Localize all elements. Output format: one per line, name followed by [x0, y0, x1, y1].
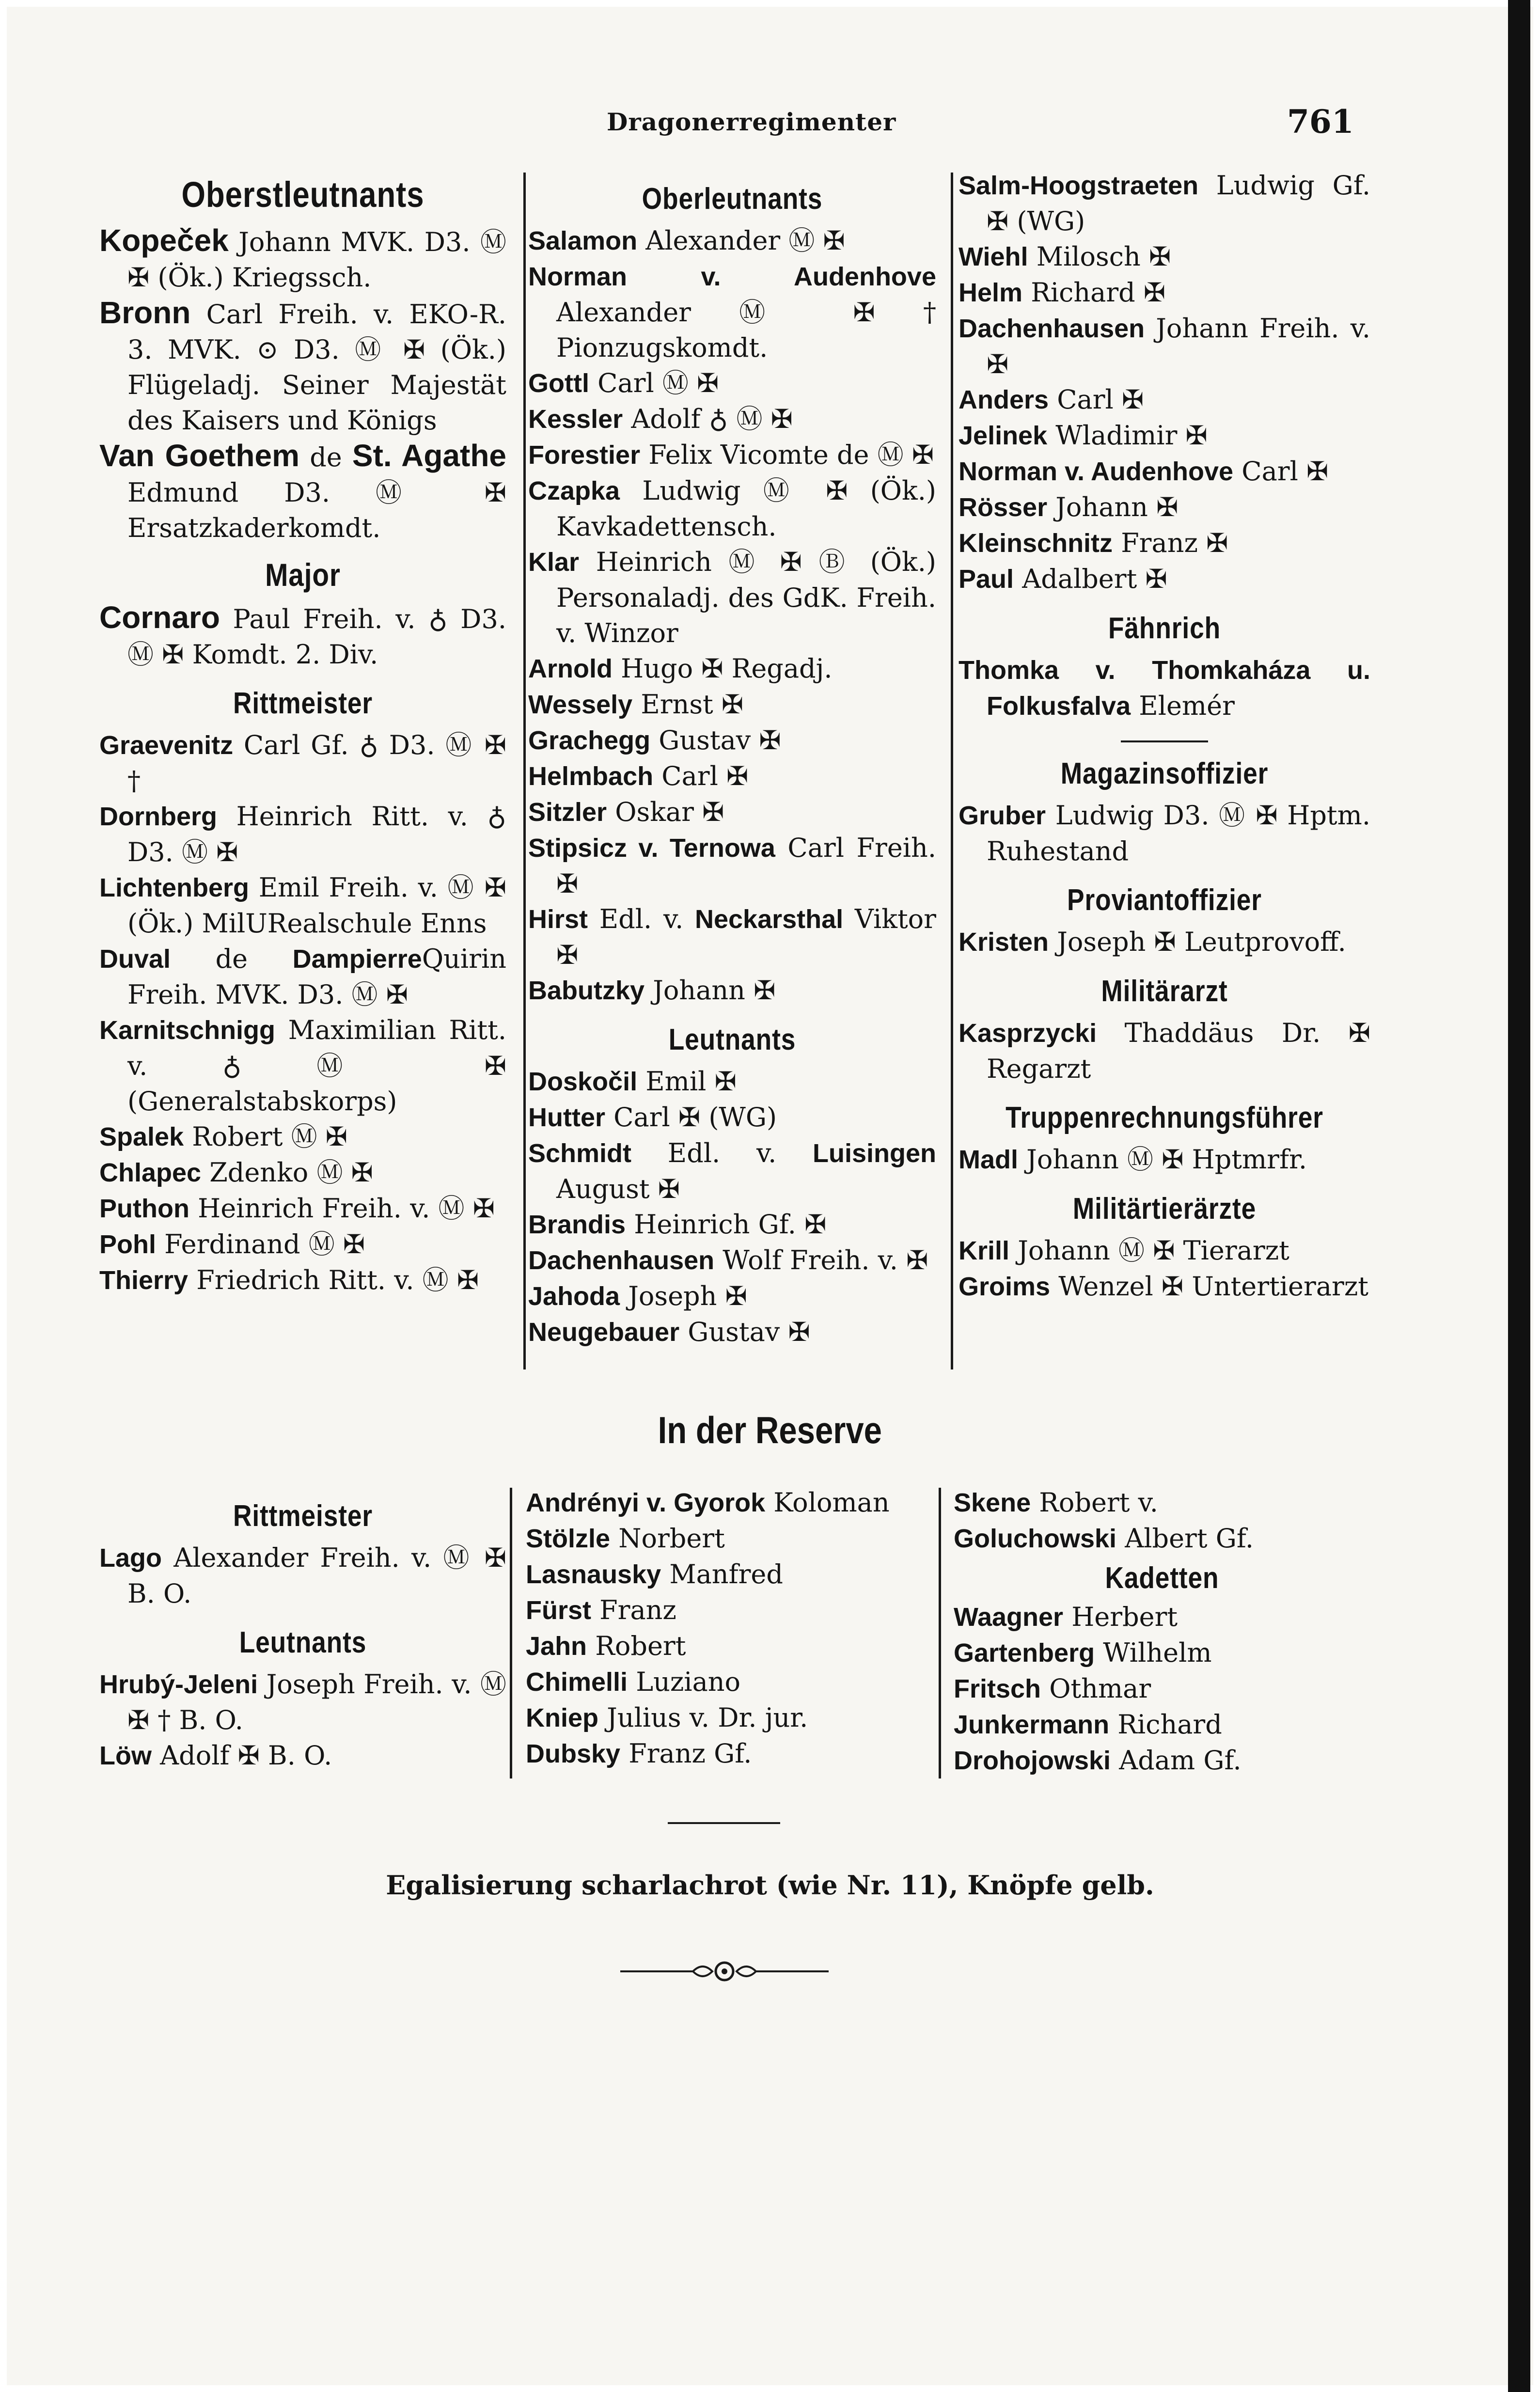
entry-name: Thierry	[99, 1266, 189, 1295]
entry-name: Gottl	[528, 369, 589, 398]
section-heading: Oberstleutnants	[181, 174, 424, 215]
entry-details: Joseph Freih. v. Ⓜ ✠ † B. O.	[127, 1669, 506, 1735]
entry-name: Dachenhausen	[528, 1246, 715, 1275]
section-heading: Militärarzt	[1101, 975, 1228, 1008]
entry-name: Lichtenberg	[99, 873, 250, 902]
entry-details: Johann Ⓜ ✠ Tierarzt	[1009, 1235, 1289, 1266]
entry-details: Adalbert ✠	[1014, 564, 1167, 594]
column-divider	[951, 173, 953, 1369]
entry-details: Wolf Freih. v. ✠	[714, 1245, 928, 1275]
entry-name: Cornaro	[99, 600, 220, 635]
entry-name: Fritsch	[954, 1674, 1041, 1703]
list-item	[99, 1119, 506, 1155]
list-item	[526, 1485, 934, 1521]
list-item	[959, 454, 1370, 489]
entry-name: Forestier	[528, 441, 641, 470]
entry-details: Heinrich Ritt. v. ♁ D3. Ⓜ ✠	[127, 801, 506, 867]
entry-name: Sitzler	[528, 798, 607, 827]
list-item	[959, 275, 1370, 311]
entry-details: Adolf ✠ B. O.	[151, 1740, 332, 1771]
entry-name: Brandis	[528, 1210, 626, 1239]
entry-details: Norbert	[610, 1523, 725, 1554]
list-item	[528, 830, 936, 901]
entry-details: Elemér	[1131, 691, 1235, 721]
entry-details: Herbert	[1063, 1602, 1178, 1632]
entry-name: Andrényi v. Gyorok	[526, 1488, 766, 1517]
entry-name: Lago	[99, 1543, 162, 1573]
section-rule	[668, 1822, 780, 1824]
entry-name: Fürst	[526, 1596, 591, 1625]
entry-name: Krill	[959, 1236, 1010, 1265]
list-item	[99, 799, 506, 870]
entry-details: Johann MVK. D3. Ⓜ ✠ (Ök.) Kriegssch.	[127, 227, 506, 293]
entry-name: Jahn	[526, 1632, 587, 1661]
entry-details: Wenzel ✠ Untertierarzt	[1050, 1271, 1368, 1302]
entry-details: Carl Freih. v. EKO-R. 3. MVK. ⊙ D3. Ⓜ ✠ (Ök.) Flügeladj. Seiner Majestät des Kaisers und Königs	[127, 299, 506, 436]
entry-name: Karnitschnigg	[99, 1016, 276, 1045]
list-item	[528, 437, 936, 473]
list-item	[526, 1521, 934, 1557]
entry-name: Neugebauer	[528, 1318, 680, 1347]
entry-details: Wilhelm	[1095, 1637, 1212, 1668]
entry-details: Carl ✠	[653, 761, 749, 791]
entry-name: Chlapec	[99, 1158, 202, 1187]
list-item	[528, 473, 936, 544]
entry-details: Edl. v.	[631, 1138, 813, 1168]
list-item	[99, 727, 506, 799]
column-3	[959, 168, 1370, 1305]
entry-details: August ✠	[556, 1174, 680, 1204]
reserve-section-title: In der Reserve	[658, 1409, 882, 1451]
list-item	[954, 1671, 1370, 1707]
entry-details: Gustav ✠	[650, 725, 781, 755]
entry-details: Oskar ✠	[607, 797, 724, 827]
reserve-column-3	[954, 1485, 1370, 1778]
list-item	[954, 1485, 1370, 1521]
entry-name: Babutzky	[528, 976, 645, 1005]
list-item	[528, 259, 936, 365]
entry-details: Carl ✠ (WG)	[605, 1102, 777, 1133]
entry-name: Kleinschnitz	[959, 529, 1113, 558]
entry-name: Goluchowski	[954, 1524, 1117, 1553]
entry-name: Lasnausky	[526, 1560, 661, 1589]
entry-details: Alexander Ⓜ ✠	[637, 225, 845, 256]
entry-name: Hutter	[528, 1103, 605, 1132]
column-2	[528, 168, 936, 1350]
list-item	[959, 1233, 1370, 1269]
entry-details: Julius v. Dr. jur.	[598, 1702, 808, 1733]
entry-details: Edmund D3. Ⓜ ✠ Ersatzkaderkomdt.	[127, 477, 506, 543]
list-item	[526, 1664, 934, 1700]
entry-name: Jahoda	[528, 1282, 620, 1311]
list-item	[528, 901, 936, 973]
list-item	[99, 1155, 506, 1191]
entry-details: Carl Ⓜ ✠	[589, 368, 719, 398]
entry-name: Thomka v. Thomkaháza u. Folkusfalva	[959, 656, 1370, 721]
list-item	[99, 870, 506, 941]
entry-name: Rösser	[959, 493, 1048, 522]
list-item	[99, 295, 506, 438]
section-heading: Leutnants	[239, 1626, 367, 1659]
entry-details: Franz	[591, 1595, 676, 1625]
entry-name: St. Agathe	[352, 438, 507, 473]
ornament-divider-icon	[620, 1952, 829, 1991]
entry-details: Richard	[1109, 1709, 1222, 1740]
entry-name: Neckarsthal	[694, 905, 844, 934]
list-item	[959, 798, 1370, 869]
list-item	[959, 1015, 1370, 1086]
list-item	[99, 1540, 506, 1611]
entry-name: Czapka	[528, 476, 620, 505]
section-heading: Truppenrechnungsführer	[1006, 1101, 1323, 1134]
entry-name: Hirst	[528, 905, 588, 934]
scan-edge	[1508, 0, 1530, 2392]
entry-details: Johann ✠	[1047, 492, 1179, 522]
entry-name: Grachegg	[528, 726, 651, 755]
entry-details: Adolf ♁ Ⓜ ✠	[623, 404, 793, 434]
entry-name: Pohl	[99, 1230, 156, 1259]
list-item	[528, 401, 936, 437]
list-item	[959, 652, 1370, 724]
entry-details: Quirin Freih. MVK. D3. Ⓜ ✠	[127, 944, 506, 1010]
entry-details: Franz ✠	[1113, 528, 1228, 558]
column-divider	[523, 173, 526, 1369]
list-item	[959, 311, 1370, 382]
entry-details: Gustav ✠	[679, 1317, 810, 1347]
entry-details: Joseph ✠	[620, 1281, 747, 1311]
section-heading: Leutnants	[668, 1023, 796, 1056]
entry-details: Wladimir ✠	[1047, 420, 1208, 451]
list-item	[959, 239, 1370, 275]
entry-name: Klar	[528, 548, 580, 577]
list-item	[959, 382, 1370, 418]
list-item	[954, 1635, 1370, 1671]
entry-name: Dornberg	[99, 802, 217, 831]
entry-details: Maximilian Ritt. v. ♁ Ⓜ ✠ (Generalstabskorps)	[127, 1015, 506, 1117]
list-item	[528, 223, 936, 259]
entry-name: Jelinek	[959, 421, 1048, 450]
list-item	[528, 1100, 936, 1135]
column-1	[99, 168, 506, 1298]
entry-name: Schmidt	[528, 1139, 632, 1168]
entry-details: Edl. v.	[588, 904, 695, 934]
entry-name: Dubsky	[526, 1739, 621, 1768]
entry-name: Wessely	[528, 690, 633, 719]
entry-name: Helm	[959, 278, 1023, 307]
reserve-column-2	[526, 1485, 934, 1772]
entry-details: Koloman	[765, 1487, 890, 1518]
entry-name: Skene	[954, 1488, 1031, 1517]
list-item	[954, 1521, 1370, 1557]
entry-name: Madl	[959, 1145, 1019, 1174]
section-heading: Rittmeister	[233, 687, 373, 720]
entry-name: Gruber	[959, 801, 1046, 830]
section-rule	[1121, 740, 1208, 742]
entry-name: Chimelli	[526, 1668, 628, 1697]
entry-details: Thaddäus Dr. ✠ Regarzt	[987, 1018, 1370, 1084]
list-item	[528, 1064, 936, 1100]
entry-details: Adam Gf.	[1111, 1745, 1241, 1776]
entry-name: Norman v. Audenhove	[528, 262, 936, 291]
entry-details: Hugo ✠ Regadj.	[612, 653, 833, 684]
list-item	[528, 1207, 936, 1243]
entry-name: Spalek	[99, 1122, 184, 1151]
entry-name: Duval	[99, 944, 171, 974]
entry-details: Carl Gf. ♁ D3. Ⓜ ✠ †	[127, 730, 506, 796]
entry-details: Carl ✠	[1233, 456, 1329, 487]
list-item	[959, 924, 1370, 960]
entry-name: Paul	[959, 565, 1014, 594]
section-heading: Militärtierärzte	[1072, 1192, 1257, 1226]
entry-details: Carl Freih. ✠	[556, 833, 936, 899]
list-item	[99, 1012, 506, 1119]
list-item	[959, 418, 1370, 454]
entry-details: Heinrich Freih. v. Ⓜ ✠	[189, 1193, 495, 1224]
entry-name: Waagner	[954, 1603, 1064, 1632]
entry-name: Dachenhausen	[959, 314, 1145, 343]
entry-details: Alexander Ⓜ ✠ † Pionzugskomdt.	[556, 297, 936, 363]
entry-name: Stipsicz v. Ternowa	[528, 834, 775, 863]
entry-name: Helmbach	[528, 762, 654, 791]
entry-name: Kasprzycki	[959, 1019, 1097, 1048]
list-item	[959, 1269, 1370, 1305]
entry-details: Robert v.	[1031, 1487, 1158, 1518]
entry-name: Van Goethem	[99, 438, 300, 473]
entry-details: de	[171, 944, 293, 974]
entry-name: Kopeček	[99, 223, 229, 258]
section-heading: Magazinsoffizier	[1060, 757, 1269, 790]
list-item	[99, 941, 506, 1012]
entry-name: Wiehl	[959, 242, 1028, 271]
entry-details: Ernst ✠	[632, 689, 744, 720]
list-item	[528, 723, 936, 758]
entry-details: Robert	[587, 1631, 686, 1661]
list-item	[959, 525, 1370, 561]
entry-details: Joseph ✠ Leutprovoff.	[1049, 927, 1346, 957]
list-item	[528, 365, 936, 401]
entry-details: Othmar	[1041, 1673, 1151, 1704]
entry-details: Franz Gf.	[620, 1738, 752, 1769]
list-item	[526, 1628, 934, 1664]
entry-name: Dampierre	[292, 944, 422, 974]
entry-details: de	[299, 442, 352, 472]
entry-name: Kniep	[526, 1703, 599, 1732]
list-item	[528, 687, 936, 723]
entry-details: Johann ✠	[644, 975, 776, 1006]
entry-name: Gartenberg	[954, 1638, 1095, 1668]
entry-details: Carl ✠	[1049, 384, 1144, 415]
entry-name: Anders	[959, 385, 1049, 414]
list-item	[954, 1599, 1370, 1635]
list-item	[528, 1314, 936, 1350]
list-item	[99, 1667, 506, 1738]
list-item	[99, 1227, 506, 1262]
entry-details: Heinrich Gf. ✠	[626, 1209, 827, 1240]
entry-name: Salm-Hoogstraeten	[959, 171, 1199, 200]
list-item	[528, 794, 936, 830]
list-item	[526, 1592, 934, 1628]
entry-details: Emil Freih. v. Ⓜ ✠ (Ök.) MilURealschule Enns	[127, 872, 506, 939]
running-head: Dragonerregimenter	[607, 108, 896, 136]
entry-name: Drohojowski	[954, 1746, 1111, 1775]
list-item	[528, 973, 936, 1008]
entry-name: Hrubý-Jeleni	[99, 1670, 258, 1699]
list-item	[526, 1557, 934, 1592]
list-item	[526, 1736, 934, 1772]
section-heading: Proviantoffizier	[1067, 883, 1262, 917]
list-item	[959, 168, 1370, 239]
list-item	[954, 1707, 1370, 1743]
list-item	[528, 1278, 936, 1314]
section-heading: Kadetten	[1105, 1561, 1219, 1595]
entry-name: Groims	[959, 1272, 1051, 1301]
section-heading: Major	[265, 557, 341, 593]
column-divider	[939, 1488, 941, 1778]
entry-details: Paul Freih. v. ♁ D3. Ⓜ ✠ Komdt. 2. Div.	[127, 604, 506, 670]
entry-details: Ferdinand Ⓜ ✠	[156, 1229, 365, 1259]
list-item	[99, 1738, 506, 1774]
entry-name: Kessler	[528, 405, 623, 434]
entry-details: Viktor ✠	[556, 904, 936, 970]
entry-details: Milosch ✠	[1028, 241, 1171, 272]
entry-name: Junkermann	[954, 1710, 1110, 1739]
entry-name: Doskočil	[528, 1067, 638, 1096]
entry-name: Stölzle	[526, 1524, 611, 1553]
list-item	[959, 561, 1370, 597]
list-item	[99, 1191, 506, 1227]
entry-name: Löw	[99, 1741, 152, 1770]
entry-details: Manfred	[661, 1559, 783, 1589]
footer-note: Egalisierung scharlachrot (wie Nr. 11), Knöpfe gelb.	[386, 1870, 1154, 1901]
entry-details: Richard ✠	[1022, 277, 1166, 308]
entry-details: Zdenko Ⓜ ✠	[201, 1157, 373, 1188]
entry-details: Heinrich Ⓜ ✠ Ⓑ (Ök.) Personaladj. des GdK. Freih. v. Winzor	[556, 547, 936, 648]
section-heading: Oberleutnants	[642, 182, 823, 216]
entry-details: Alexander Freih. v. Ⓜ ✠ B. O.	[127, 1542, 506, 1609]
entry-details: Felix Vicomte de Ⓜ ✠	[640, 440, 934, 470]
entry-name: Graevenitz	[99, 731, 234, 760]
entry-name: Norman v. Audenhove	[959, 457, 1234, 486]
list-item	[99, 600, 506, 672]
entry-details: Luziano	[628, 1667, 741, 1697]
entry-details: Robert Ⓜ ✠	[184, 1121, 348, 1152]
list-item	[528, 1243, 936, 1278]
list-item	[528, 651, 936, 687]
entry-details: Ludwig Gf. ✠ (WG)	[987, 170, 1370, 236]
reserve-column-1	[99, 1485, 506, 1774]
entry-name: Salamon	[528, 226, 638, 255]
entry-details: Johann Ⓜ ✠ Hptmrfr.	[1018, 1144, 1307, 1175]
list-item	[99, 438, 506, 546]
entry-details: Ludwig Ⓜ ✠ (Ök.) Kavkadettensch.	[556, 475, 936, 542]
entry-name: Luisingen	[813, 1139, 936, 1168]
entry-details: Ludwig D3. Ⓜ ✠ Hptm. Ruhestand	[987, 800, 1370, 866]
page-number: 761	[1287, 103, 1354, 141]
entry-name: Bronn	[99, 295, 191, 330]
list-item	[528, 1135, 936, 1207]
list-item	[954, 1743, 1370, 1778]
entry-name: Arnold	[528, 654, 613, 683]
section-heading: Rittmeister	[233, 1499, 373, 1533]
list-item	[959, 489, 1370, 525]
list-item	[99, 223, 506, 295]
entry-details: Friedrich Ritt. v. Ⓜ ✠	[188, 1265, 479, 1295]
column-divider	[510, 1488, 512, 1778]
list-item	[959, 1142, 1370, 1178]
list-item	[528, 758, 936, 794]
entry-details: Albert Gf.	[1116, 1523, 1254, 1554]
entry-details: Emil ✠	[637, 1066, 737, 1097]
list-item	[526, 1700, 934, 1736]
list-item	[528, 544, 936, 651]
list-item	[99, 1262, 506, 1298]
entry-name: Puthon	[99, 1194, 189, 1223]
entry-details: Johann Freih. v. ✠	[987, 313, 1370, 379]
section-heading: Fähnrich	[1108, 612, 1221, 645]
entry-name: Kristen	[959, 928, 1049, 957]
